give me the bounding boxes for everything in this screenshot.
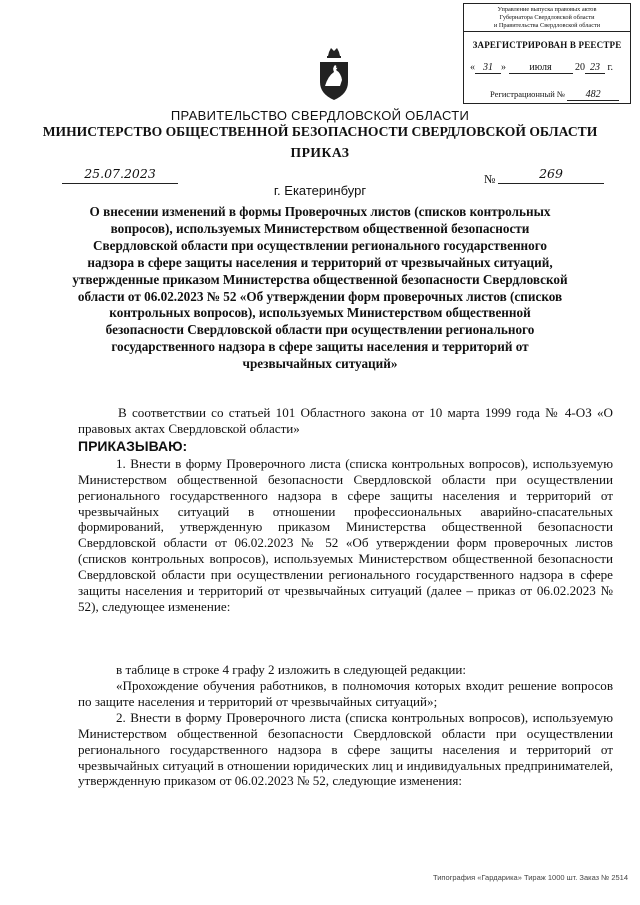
stamp-header-line: и Правительства Свердловской области bbox=[493, 22, 601, 29]
paragraph-1-quote: «Прохождение обучения работников, в полномочия которых входит решение вопросов по защите населения и территорий от чрезвычайных ситуаций»; bbox=[78, 678, 613, 709]
stamp-quote-open: « bbox=[470, 62, 475, 73]
document-type: ПРИКАЗ bbox=[290, 145, 350, 160]
stamp-year-suffix: 23 bbox=[585, 62, 605, 74]
order-title: О внесении изменений в формы Проверочных листов (списков контрольных вопросов), используемых Министерством общественной безопасности Свердловской области при осуществлении регионального государственного надзора в сфере защиты населения и территорий от чрезвычайных ситуаций, утвержденные приказом Министерства общественной безопасности Свердловской области от 06.02.2023 № 52 «Об утверждении форм проверочных листов (списков контрольных вопросов), используемых Министерством общественной безопасности Свердловской области при осуществлении регионального государственного надзора в сфере защиты населения и территорий от чрезвычайных ситуаций» bbox=[72, 204, 568, 372]
stamp-month: июля bbox=[509, 62, 573, 74]
stamp-quote-close: » bbox=[501, 62, 506, 73]
registry-stamp bbox=[463, 3, 631, 104]
intro-paragraph: В соответствии со статьей 101 Областного закона от 10 марта 1999 года № 4-ОЗ «О правовых актах Свердловской области» bbox=[78, 405, 613, 436]
stamp-header-line: Губернатора Свердловской области bbox=[499, 14, 595, 21]
ministry-name: МИНИСТЕРСТВО ОБЩЕСТВЕННОЙ БЕЗОПАСНОСТИ СВЕРДЛОВСКОЙ ОБЛАСТИ bbox=[42, 124, 598, 139]
stamp-year-prefix: 20 bbox=[575, 62, 585, 73]
stamp-year-unit: г. bbox=[607, 62, 613, 73]
stamp-registration bbox=[490, 89, 619, 101]
city: г. Екатеринбург bbox=[273, 183, 367, 198]
printer-footer: Типография «Гардарика» Тираж 1000 шт. Заказ № 2514 bbox=[432, 873, 628, 882]
order-number-label: № bbox=[484, 172, 496, 186]
paragraph-1-sub: в таблице в строке 4 графу 2 изложить в следующей редакции: bbox=[116, 662, 467, 677]
coat-of-arms-icon bbox=[314, 46, 354, 102]
paragraph-2: 2. Внести в форму Проверочного листа (списка контрольных вопросов), используемую Министерством общественной безопасности Свердловской области при осуществлении регионального государственного надзора в сфере защиты населения и территорий от чрезвычайных ситуаций в отношении юридических лиц и индивидуальных предпринимателей, утвержденную приказом от 06.02.2023 № 52, следующие изменения: bbox=[78, 710, 613, 789]
stamp-reg-number: 482 bbox=[567, 89, 619, 101]
government-name: ПРАВИТЕЛЬСТВО СВЕРДЛОВСКОЙ ОБЛАСТИ bbox=[170, 108, 470, 123]
stamp-header-line: Управление выпуска правовых актов bbox=[497, 6, 597, 13]
stamp-title: ЗАРЕГИСТРИРОВАН В РЕЕСТРЕ bbox=[472, 40, 622, 50]
order-date: 25.07.2023 bbox=[62, 166, 178, 184]
order-word: ПРИКАЗЫВАЮ: bbox=[78, 438, 188, 454]
stamp-header bbox=[464, 4, 630, 32]
stamp-day: 31 bbox=[475, 62, 501, 74]
order-number: 269 bbox=[498, 166, 604, 184]
stamp-reg-label: Регистрационный № bbox=[490, 89, 565, 99]
paragraph-1: 1. Внести в форму Проверочного листа (списка контрольных вопросов), используемую Министерством общественной безопасности Свердловской области при осуществлении регионального государственного надзора в сфере защиты населения и территорий от чрезвычайных ситуаций в отношении профессиональных аварийно-спасательных формирований, утвержденную приказом Министерства общественной безопасности Свердловской области от 06.02.2023 № 52 «Об утверждении форм проверочных листов (списков контрольных вопросов), используемых Министерством общественной безопасности Свердловской области при осуществлении регионального государственного надзора в сфере защиты населения и территорий от чрезвычайных ситуаций (далее – приказ от 06.02.2023 № 52), следующее изменение: bbox=[78, 456, 613, 614]
stamp-date bbox=[470, 62, 630, 74]
